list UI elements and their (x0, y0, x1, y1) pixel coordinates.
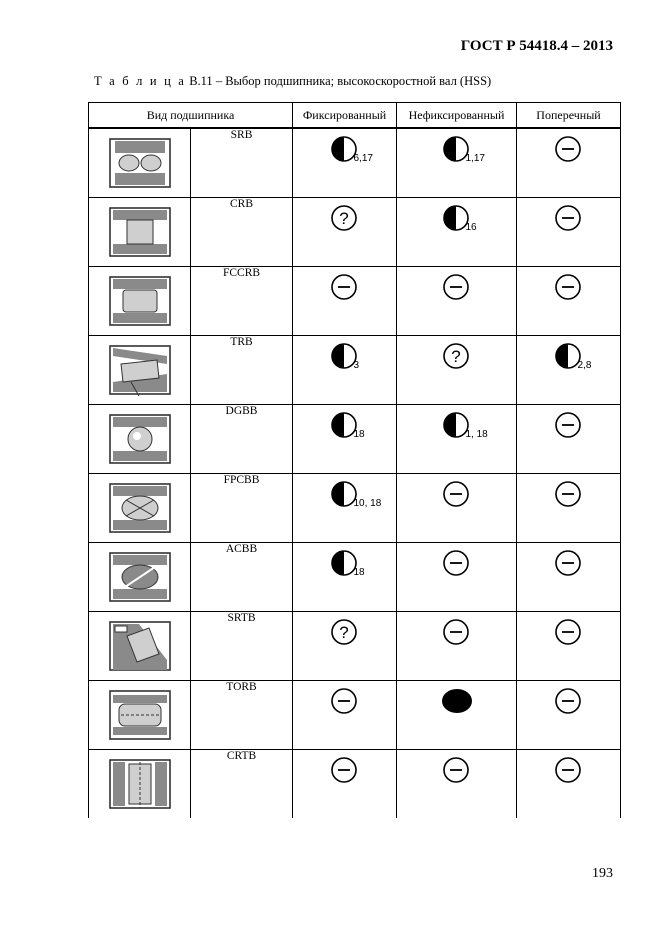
cell-nonfixed (397, 474, 517, 543)
cell-transverse (517, 198, 621, 267)
cell-fixed (293, 750, 397, 819)
bearing-selection-table (88, 102, 621, 818)
svg-text:?: ? (338, 209, 349, 228)
table-row (89, 543, 621, 612)
cell-fixed (293, 612, 397, 681)
four-point-contact-ball-bearing-icon (109, 480, 171, 536)
circle-minus-icon (553, 135, 585, 163)
half-filled-symbol (429, 405, 488, 445)
bearing-type-name: DGBB (191, 405, 293, 474)
circle-question-icon (441, 342, 473, 370)
cell-nonfixed (397, 336, 517, 405)
cell-nonfixed (397, 543, 517, 612)
bearing-type-name: TORB (191, 681, 293, 750)
symbol-note: 16 (465, 222, 477, 233)
half-filled-symbol (317, 543, 373, 583)
cell-fixed (293, 543, 397, 612)
col-header-fixed: Фиксированный (293, 103, 397, 129)
table-row (89, 336, 621, 405)
minus-symbol (429, 612, 485, 652)
bearing-image-cell (89, 405, 191, 474)
col-header-bearing-type: Вид подшипника (89, 103, 293, 129)
circle-minus-icon (441, 618, 473, 646)
circle-minus-icon (553, 480, 585, 508)
cell-nonfixed (397, 128, 517, 198)
circle-minus-icon (553, 411, 585, 439)
cell-transverse (517, 336, 621, 405)
minus-symbol (317, 267, 373, 307)
bearing-type-name: SRTB (191, 612, 293, 681)
table-row (89, 405, 621, 474)
cell-transverse (517, 128, 621, 198)
circle-minus-icon (553, 687, 585, 715)
cell-nonfixed (397, 750, 517, 819)
cell-fixed (293, 336, 397, 405)
symbol-note: 1,17 (465, 153, 485, 164)
bearing-type-name: TRB (191, 336, 293, 405)
cell-nonfixed (397, 267, 517, 336)
minus-symbol (429, 750, 485, 790)
bearing-image-cell (89, 474, 191, 543)
symbol-note: 18 (353, 429, 365, 440)
cylindrical-roller-thrust-bearing-icon (109, 756, 171, 812)
circle-minus-icon (441, 273, 473, 301)
table-row (89, 612, 621, 681)
minus-symbol (541, 267, 597, 307)
minus-symbol (541, 750, 597, 790)
cell-nonfixed (397, 405, 517, 474)
filled-circle-icon (441, 687, 473, 715)
page-number: 193 (592, 866, 613, 881)
spherical-roller-bearing-icon (109, 135, 171, 191)
circle-question-icon (329, 204, 361, 232)
cell-fixed (293, 405, 397, 474)
cell-nonfixed (397, 198, 517, 267)
question-symbol (317, 612, 373, 652)
circle-question-icon (329, 618, 361, 646)
symbol-note: 10, 18 (353, 498, 382, 509)
cell-transverse (517, 681, 621, 750)
half-filled-symbol (541, 336, 597, 376)
caption-label: Т а б л и ц а (94, 74, 187, 88)
spherical-roller-thrust-bearing-icon (109, 618, 171, 674)
symbol-note: 1, 18 (465, 429, 488, 440)
minus-symbol (541, 129, 597, 169)
cell-fixed (293, 681, 397, 750)
circle-minus-icon (441, 549, 473, 577)
cell-transverse (517, 474, 621, 543)
cell-transverse (517, 750, 621, 819)
minus-symbol (317, 750, 373, 790)
cell-transverse (517, 543, 621, 612)
bearing-image-cell (89, 267, 191, 336)
cell-nonfixed (397, 612, 517, 681)
col-header-nonfixed: Нефиксированный (397, 103, 517, 129)
bearing-type-name: ACBB (191, 543, 293, 612)
circle-minus-icon (329, 273, 361, 301)
table-caption (94, 74, 491, 89)
bearing-type-name: FPCBB (191, 474, 293, 543)
circle-minus-icon (553, 618, 585, 646)
caption-text: – Выбор подшипника; высокоскоростной вал (HSS) (215, 74, 492, 88)
filled-symbol (429, 681, 485, 721)
half-filled-symbol (317, 474, 382, 514)
bearing-image-cell (89, 543, 191, 612)
tapered-roller-bearing-icon (109, 342, 171, 398)
cell-transverse (517, 612, 621, 681)
cell-transverse (517, 405, 621, 474)
question-symbol (429, 336, 485, 376)
half-filled-symbol (429, 198, 485, 238)
table-row (89, 128, 621, 198)
minus-symbol (317, 681, 373, 721)
circle-minus-icon (553, 204, 585, 232)
minus-symbol (429, 543, 485, 583)
half-filled-symbol (317, 129, 373, 169)
table-row (89, 681, 621, 750)
table-header-row (89, 103, 621, 129)
svg-text:?: ? (338, 623, 349, 642)
bearing-image-cell (89, 336, 191, 405)
symbol-note: 18 (353, 567, 365, 578)
minus-symbol (541, 474, 597, 514)
cell-fixed (293, 474, 397, 543)
cell-fixed (293, 267, 397, 336)
half-filled-symbol (429, 129, 485, 169)
col-header-transverse: Поперечный (517, 103, 621, 129)
bearing-type-name: SRB (191, 128, 293, 198)
minus-symbol (541, 681, 597, 721)
standard-header: ГОСТ Р 54418.4 – 2013 (460, 38, 613, 54)
bearing-type-name: CRB (191, 198, 293, 267)
circle-minus-icon (329, 687, 361, 715)
minus-symbol (541, 198, 597, 238)
cell-fixed (293, 128, 397, 198)
circle-minus-icon (329, 756, 361, 784)
minus-symbol (541, 405, 597, 445)
symbol-note: 2,8 (577, 360, 592, 371)
circle-minus-icon (441, 756, 473, 784)
bearing-image-cell (89, 681, 191, 750)
minus-symbol (429, 474, 485, 514)
deep-groove-ball-bearing-icon (109, 411, 171, 467)
minus-symbol (429, 267, 485, 307)
table-body (89, 128, 621, 818)
caption-number: В.11 (189, 74, 213, 88)
symbol-note: 3 (353, 360, 360, 371)
symbol-note: 6,17 (353, 153, 373, 164)
bearing-image-cell (89, 128, 191, 198)
table-row (89, 474, 621, 543)
svg-text:?: ? (450, 347, 461, 366)
minus-symbol (541, 543, 597, 583)
question-symbol (317, 198, 373, 238)
cell-nonfixed (397, 681, 517, 750)
table-row (89, 750, 621, 819)
circle-minus-icon (553, 273, 585, 301)
cylindrical-roller-bearing-icon (109, 204, 171, 260)
circle-minus-icon (441, 480, 473, 508)
bearing-image-cell (89, 750, 191, 819)
cell-fixed (293, 198, 397, 267)
angular-contact-ball-bearing-icon (109, 549, 171, 605)
cell-transverse (517, 267, 621, 336)
bearing-image-cell (89, 198, 191, 267)
bearing-image-cell (89, 612, 191, 681)
minus-symbol (541, 612, 597, 652)
half-filled-symbol (317, 405, 373, 445)
bearing-type-name: CRTB (191, 750, 293, 819)
toroidal-roller-bearing-icon (109, 687, 171, 743)
table-row (89, 267, 621, 336)
bearing-type-name: FCCRB (191, 267, 293, 336)
circle-minus-icon (553, 756, 585, 784)
table-row (89, 198, 621, 267)
circle-minus-icon (553, 549, 585, 577)
full-complement-roller-bearing-icon (109, 273, 171, 329)
half-filled-symbol (317, 336, 373, 376)
